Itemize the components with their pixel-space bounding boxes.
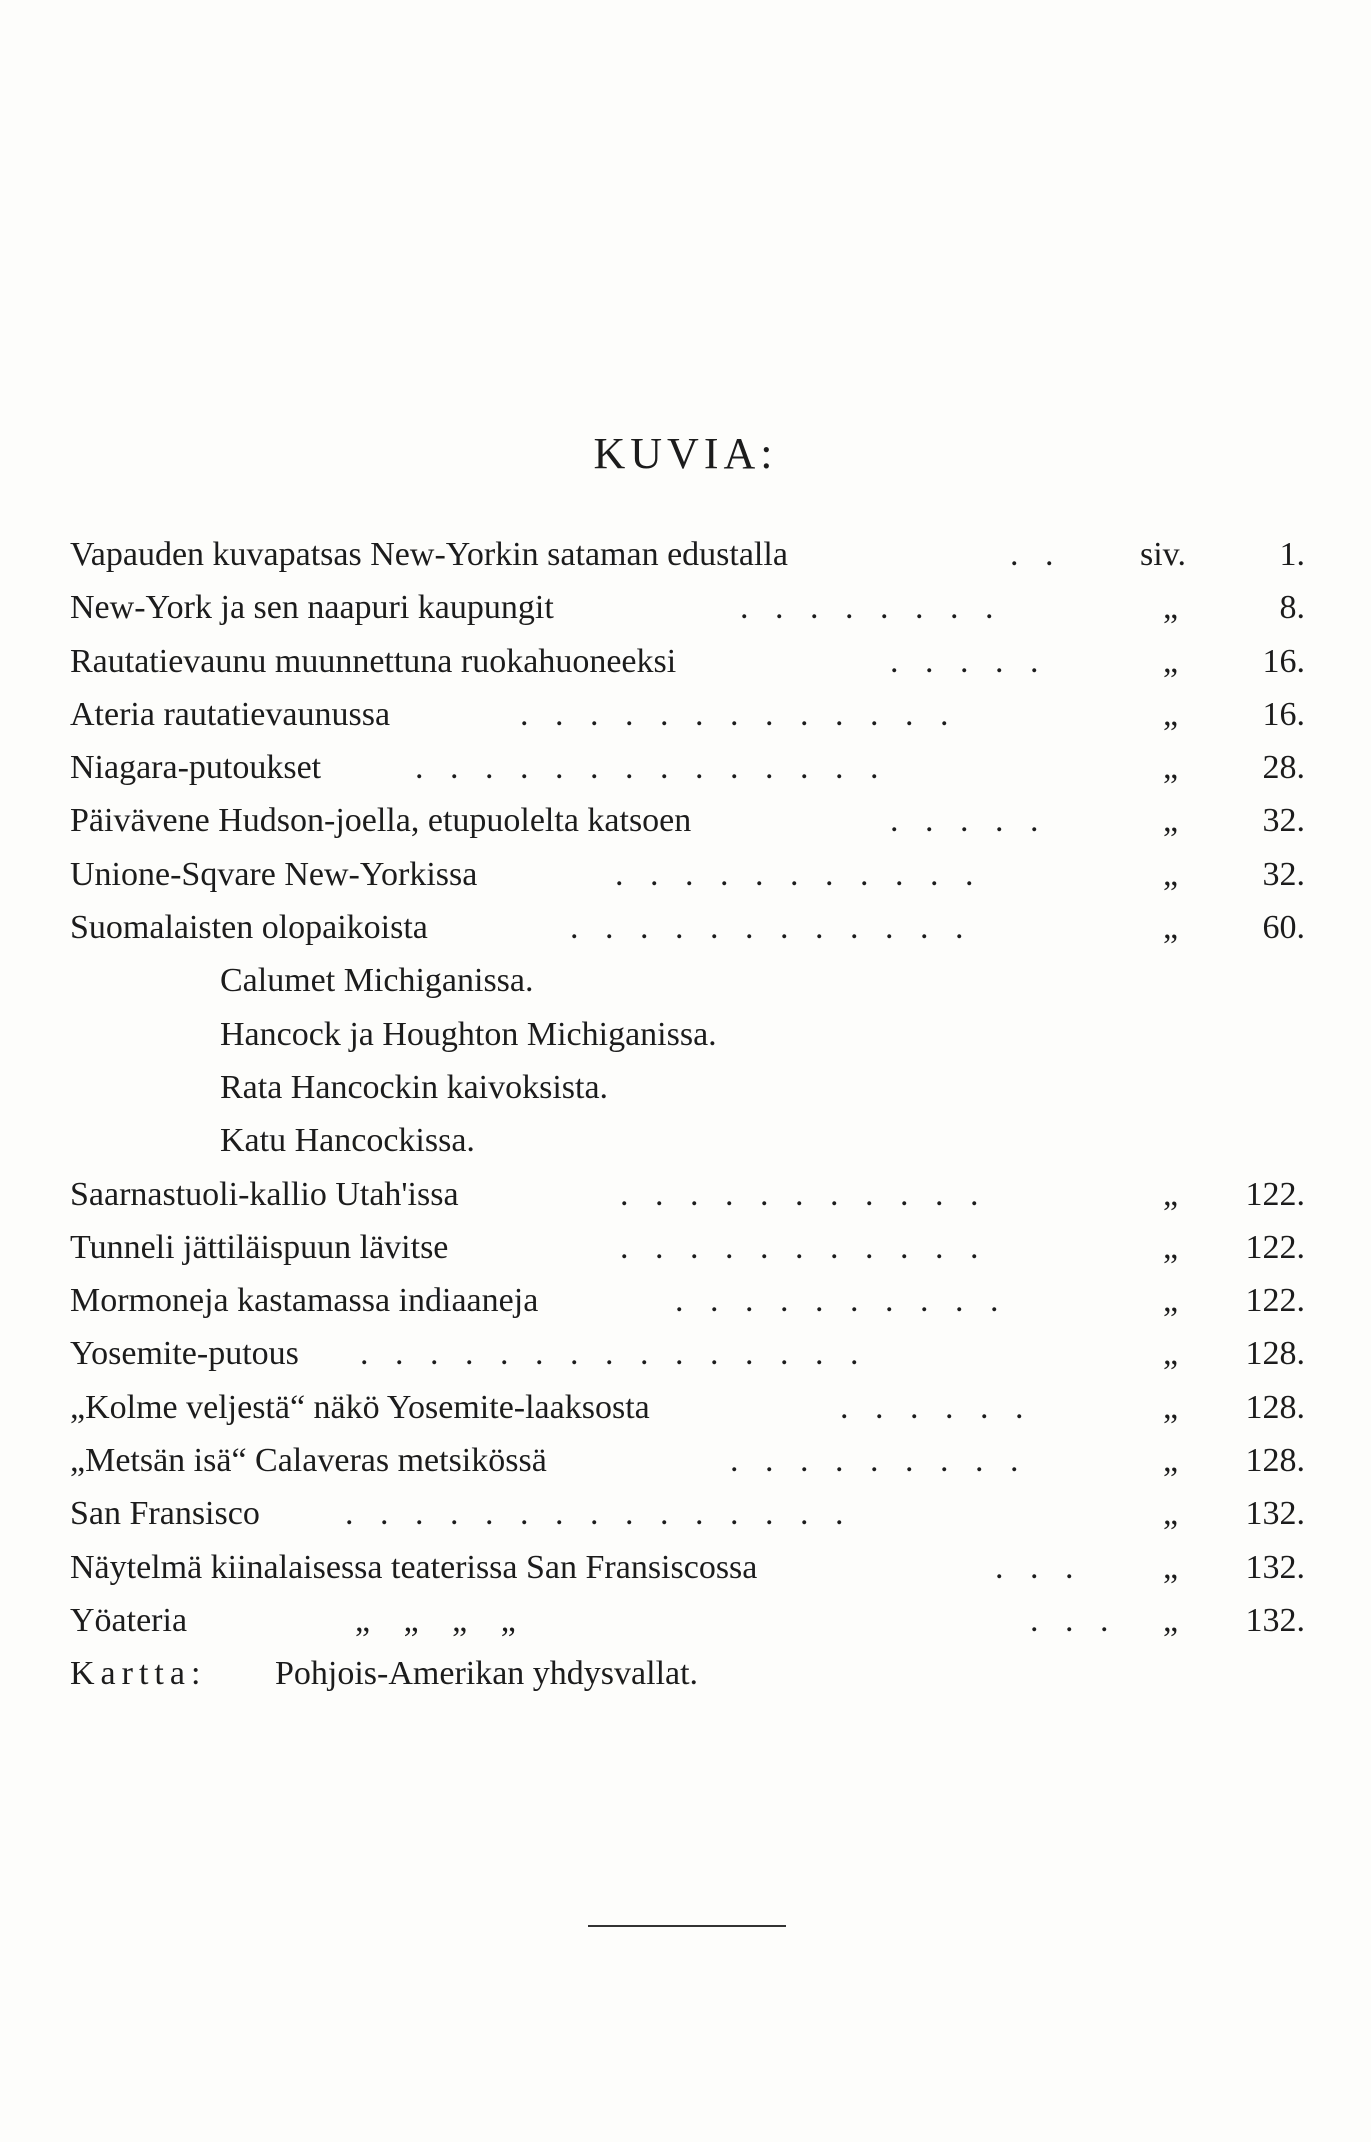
item-label: Mormoneja kastamassa indiaaneja <box>70 1282 539 1320</box>
item-label: Ateria rautatievaunussa <box>70 695 391 733</box>
page-ref: „ <box>1163 1228 1179 1266</box>
leader-dots: . . . . . . . . . . . . <box>570 909 973 947</box>
page-ref: siv. <box>1140 536 1186 573</box>
list-item <box>70 688 1305 741</box>
list-item <box>70 528 1305 581</box>
page-number: 32. <box>1262 855 1305 893</box>
leader-dots: . . . . . . . . . . . . . . . <box>345 1495 853 1533</box>
item-label: Tunneli jättiläispuun lävitse <box>70 1228 449 1266</box>
leader-dots: . . . . . . . . . . . <box>620 1175 988 1213</box>
item-label: San Fransisco <box>70 1495 260 1533</box>
page-ref: „ <box>1163 642 1179 680</box>
page-number: 1. <box>1279 536 1305 573</box>
page-ref: „ <box>1163 855 1179 893</box>
page-number: 132. <box>1245 1495 1305 1533</box>
list-item <box>70 1008 1305 1061</box>
list-item <box>70 1221 1305 1274</box>
item-label: Calumet Michiganissa. <box>220 962 534 1000</box>
list-item <box>70 901 1305 954</box>
item-label: Hancock ja Houghton Michiganissa. <box>220 1015 717 1053</box>
item-label: „Metsän isä“ Calaveras metsikössä <box>70 1442 547 1480</box>
page-number: 8. <box>1279 589 1305 627</box>
page-number: 16. <box>1262 642 1305 680</box>
leader-dots: . . . . . . . . . . . . . . . <box>360 1335 868 1373</box>
item-label: Saarnastuoli-kallio Utah'issa <box>70 1175 459 1213</box>
page-ref: „ <box>1163 1442 1179 1480</box>
page-number: 128. <box>1245 1388 1305 1426</box>
list-item <box>70 1114 1305 1167</box>
page-ref: „ <box>1163 802 1179 840</box>
page-ref: „ <box>1163 1388 1179 1426</box>
page-ref: „ <box>1163 1548 1179 1586</box>
leader-dots: . . . . . . . . . . . . . . <box>415 749 888 787</box>
page-number: 132. <box>1245 1548 1305 1586</box>
page-number: 28. <box>1262 749 1305 787</box>
leader-dots: . . . . . . <box>840 1388 1033 1426</box>
page-ref: „ <box>1163 589 1179 627</box>
map-label: Kartta: <box>70 1655 207 1693</box>
leader-dots: . . . . . . . . . . . . . <box>520 695 958 733</box>
leader-dots: . . . . . . . . . <box>730 1442 1028 1480</box>
list-item <box>70 1381 1305 1434</box>
page-number: 32. <box>1262 802 1305 840</box>
page-ref: „ <box>1163 909 1179 947</box>
page-number: 16. <box>1262 695 1305 733</box>
leader-dots: . . <box>1010 536 1063 573</box>
list-item <box>70 1434 1305 1487</box>
page-number: 128. <box>1245 1335 1305 1373</box>
page-ref: „ <box>1163 695 1179 733</box>
item-label: Rata Hancockin kaivoksista. <box>220 1068 609 1106</box>
page-number: 60. <box>1262 909 1305 947</box>
item-label: Yöateria <box>70 1601 188 1639</box>
list-item <box>70 1541 1305 1594</box>
page-number: 128. <box>1245 1442 1305 1480</box>
leader-dots: . . . <box>995 1548 1083 1586</box>
list-item <box>70 954 1305 1007</box>
page-ref: „ <box>1163 1495 1179 1533</box>
item-label: New-York ja sen naapuri kaupungit <box>70 589 554 627</box>
item-label: Vapauden kuvapatsas New-Yorkin sataman edustalla <box>70 536 788 573</box>
list-item <box>70 1061 1305 1114</box>
page-ref: „ <box>1163 1601 1179 1639</box>
page-number: 122. <box>1245 1175 1305 1213</box>
page-ref: „ <box>1163 1335 1179 1373</box>
item-label: Rautatievaunu muunnettuna ruokahuoneeksi <box>70 642 677 680</box>
list-item <box>70 848 1305 901</box>
leader-dots: . . . . . . . . . . <box>675 1282 1008 1320</box>
page-number: 122. <box>1245 1228 1305 1266</box>
map-text: Pohjois-Amerikan yhdysvallat. <box>275 1655 699 1693</box>
list-item <box>70 794 1305 847</box>
item-label: „Kolme veljestä“ näkö Yosemite-laaksosta <box>70 1388 650 1426</box>
item-label: Näytelmä kiinalaisessa teaterissa San Fransiscossa <box>70 1548 758 1586</box>
page-number: 132. <box>1245 1601 1305 1639</box>
list-item <box>70 1487 1305 1540</box>
page-ref: „ <box>1163 749 1179 787</box>
item-label: Katu Hancockissa. <box>220 1122 475 1160</box>
page-ref: „ <box>1163 1175 1179 1213</box>
page-title: KUVIA: <box>593 429 778 478</box>
leader-dots: . . . <box>1030 1601 1118 1639</box>
leader-dots: . . . . . . . . . . . <box>620 1228 988 1266</box>
list-item <box>70 581 1305 634</box>
item-label: Päivävene Hudson-joella, etupuolelta katsoen <box>70 802 692 840</box>
item-label: Suomalaisten olopaikoista <box>70 909 428 947</box>
list-item <box>70 635 1305 688</box>
list-item <box>70 741 1305 794</box>
item-label: Niagara-putoukset <box>70 749 322 787</box>
illustration-list <box>70 528 1305 1701</box>
item-label: Unione-Sqvare New-Yorkissa <box>70 855 478 893</box>
page-ref: „ <box>1163 1282 1179 1320</box>
divider <box>588 1925 786 1927</box>
leader-dots: . . . . . . . . <box>740 589 1003 627</box>
list-item <box>70 1168 1305 1221</box>
list-item <box>70 1594 1305 1647</box>
map-line <box>70 1647 1305 1700</box>
leader-dots: . . . . . <box>890 642 1048 680</box>
ditto-marks: „ „ „ „ <box>355 1601 518 1639</box>
item-label: Yosemite-putous <box>70 1335 299 1373</box>
list-item <box>70 1327 1305 1380</box>
leader-dots: . . . . . <box>890 802 1048 840</box>
list-item <box>70 1274 1305 1327</box>
page-number: 122. <box>1245 1282 1305 1320</box>
leader-dots: . . . . . . . . . . . <box>615 855 983 893</box>
